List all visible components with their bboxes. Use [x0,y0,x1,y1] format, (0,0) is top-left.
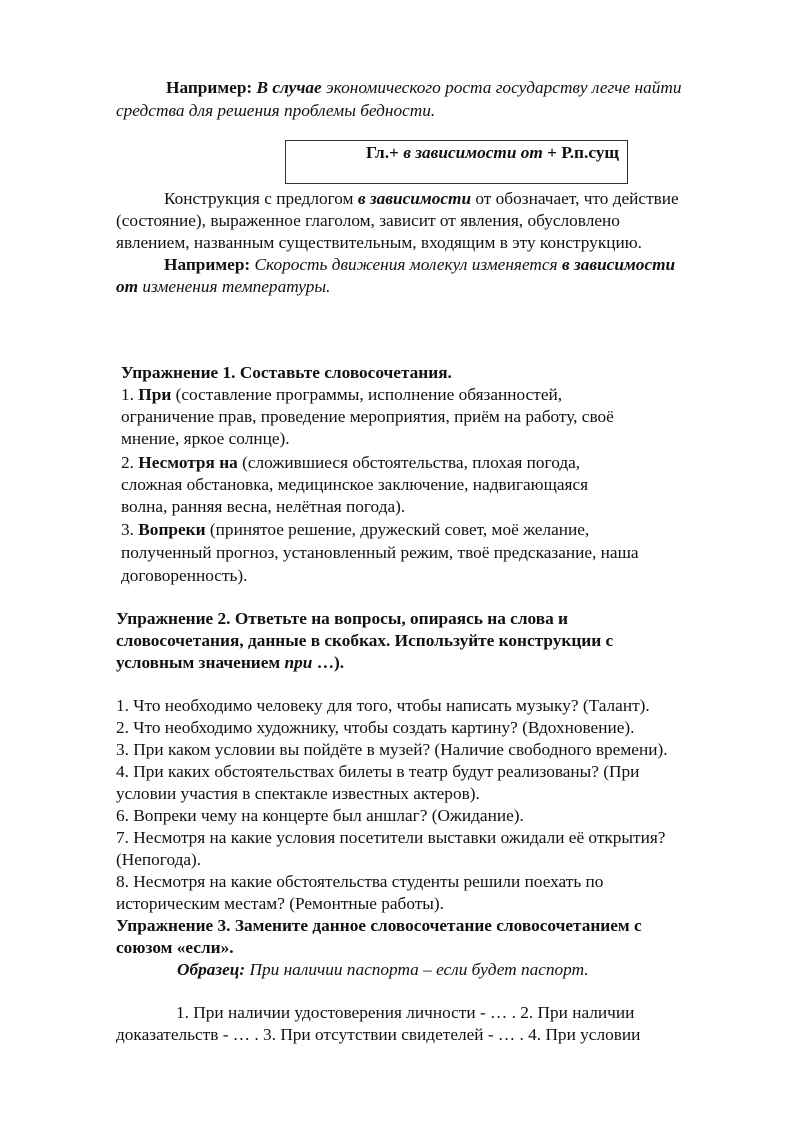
exercise-1-item-2-line3: волна, ранняя весна, нелётная погода). [121,497,406,516]
exercise-2-title-line3: условным значением при …). [116,653,345,672]
exercise-2-question-7: 7. Несмотря на какие условия посетители выставки ожидали её открытия? [116,828,666,847]
exercise-2-question-6: 6. Вопреки чему на концерте был аншлаг? (Ожидание). [116,806,524,825]
example-line [166,76,682,99]
example-text-line2: средства для решения проблемы бедности. [116,101,436,120]
exercise-1-title: Упражнение 1. Составьте словосочетания. [121,363,452,382]
example-phrase: В случае [256,78,322,97]
exercise-1-item-3-line2: полученный прогноз, установленный режим, твоё предсказание, наша [121,543,639,562]
exercise-1-item-3: 3. Вопреки (принятое решение, дружеский совет, моё желание, [121,520,590,539]
exercise-3-text-line2: доказательств - … . 3. При отсутствии свидетелей - … . 4. При условии [116,1025,641,1044]
exercise-2-question-7-line2: (Непогода). [116,850,202,869]
exercise-2-question-3: 3. При каком условии вы пойдёте в музей? (Наличие свободного времени). [116,740,668,759]
exercise-3-title-line1: Упражнение 3. Замените данное словосочетание словосочетанием с [116,916,642,935]
exercise-2-question-8: 8. Несмотря на какие обстоятельства студенты решили поехать по [116,872,604,891]
exercise-1-item-2: 2. Несмотря на (сложившиеся обстоятельства, плохая погода, [121,453,581,472]
exercise-1-item-1: 1. При (составление программы, исполнение обязанностей, [121,385,563,404]
exercise-2-title-line1: Упражнение 2. Ответьте на вопросы, опираясь на слова и [116,609,569,628]
construction-line2: (состояние), выраженное глаголом, зависит от явления, обусловлено [116,211,620,230]
exercise-3-text-line1: 1. При наличии удостоверения личности - … . 2. При наличии [176,1003,635,1022]
construction-line3: явлением, названным существительным, входящим в эту конструкцию. [116,233,642,252]
exercise-2-question-8-line2: историческим местам? (Ремонтные работы). [116,894,444,913]
exercise-1-item-2-line2: сложная обстановка, медицинское заключение, надвигающаяся [121,475,589,494]
exercise-2-question-2: 2. Что необходимо художнику, чтобы создать картину? (Вдохновение). [116,718,635,737]
example-label: Например: [166,78,253,97]
example2-line1: Например: Скорость движения молекул изменяется в зависимости [164,255,676,274]
exercise-3-sample: Образец: При наличии паспорта – если будет паспорт. [177,960,589,979]
construction-line1: Конструкция с предлогом в зависимости от обозначает, что действие [164,189,679,208]
exercise-2-question-1: 1. Что необходимо человеку для того, чтобы написать музыку? (Талант). [116,696,650,715]
exercise-1-item-1-line3: мнение, яркое солнце). [121,429,290,448]
example2-line2: от изменения температуры. [116,277,331,296]
exercise-2-title-line2: словосочетания, данные в скобках. Используйте конструкции с [116,631,614,650]
formula: Гл.+ в зависимости от + Р.п.сущ [365,143,619,162]
exercise-1-item-3-line3: договоренность). [121,566,248,585]
exercise-2-question-4-line2: условии участия в спектакле известных актеров). [116,784,480,803]
formula-box [285,140,628,184]
exercise-2-question-4: 4. При каких обстоятельствах билеты в театр будут реализованы? (При [116,762,640,781]
exercise-3-title-line2: союзом «если». [116,938,234,957]
exercise-1-item-1-line2: ограничение прав, проведение мероприятия, приём на работу, своё [121,407,614,426]
example-text: экономического роста государству легче найти [321,78,682,97]
